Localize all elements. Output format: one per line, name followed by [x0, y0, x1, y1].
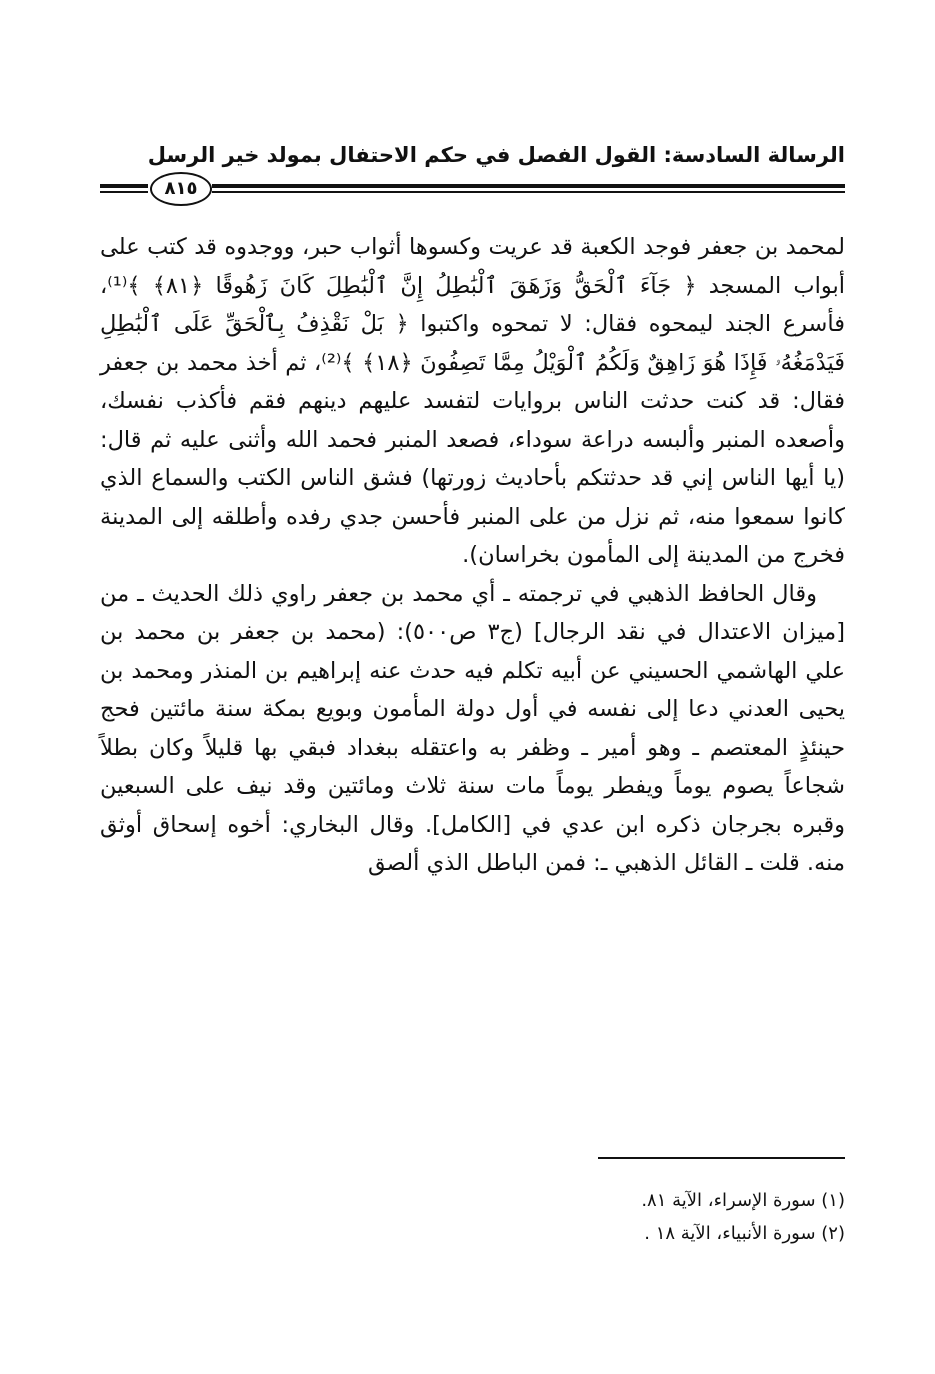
footnote-separator — [598, 1157, 845, 1159]
paragraph-2: وقال الحافظ الذهبي في ترجمته ـ أي محمد بن جعفر راوي ذلك الحديث ـ من [ميزان الاعتدال في نقد الرجال] (ج٣ ص٥٠٠): (محمد بن جعفر بن محمد بن علي الهاشمي الحسيني عن أبيه تكلم فيه حدث عنه إبراهيم بن المنذر ومحمد بن يحيى العدني دعا إلى نفسه في أول دولة المأمون وبويع بمكة سنة مائتين فحج حينئذٍ المعتصم ـ وهو أمير ـ وظفر به واعتقله ببغداد فبقي بها قليلاً وكان بطلاً شجاعاً يصوم يوماً ويفطر يوماً مات سنة ثلاث ومائتين وقد نيف على السبعين وقبره بجرجان ذكره ابن عدي في [الكامل]. وقال البخاري: أخوه إسحاق أوثق منه. قلت ـ القائل الذهبي ـ: فمن الباطل الذي ألصق — [100, 580, 845, 876]
footnote-2: (٢) سورة الأنبياء، الآية ١٨ . — [644, 1223, 845, 1244]
main-text — [100, 228, 845, 883]
header-rule-line — [100, 191, 148, 193]
header-rule-line — [212, 184, 845, 188]
header-rule — [100, 172, 845, 212]
header-rule-line — [212, 191, 845, 193]
header-rule-line — [100, 184, 148, 188]
page-number: ٨١٥ — [150, 172, 212, 206]
footnotes — [300, 1184, 845, 1250]
paragraph-1: لمحمد بن جعفر فوجد الكعبة قد عريت وكسوها أثواب حبر، ووجدوه قد كتب على أبواب المسجد ﴿ جَآءَ ٱلْحَقُّ وَزَهَقَ ٱلْبَٰطِلُ إِنَّ ٱلْبَٰطِلَ كَانَ زَهُوقًا ﴿٨١﴾ ﴾⁽¹⁾، فأسرع الجند ليمحوه فقال: لا تمحوه واكتبوا ﴿ بَلْ نَقْذِفُ بِٱلْحَقِّ عَلَى ٱلْبَٰطِلِ فَيَدْمَغُهُۥ فَإِذَا هُوَ زَاهِقٌ وَلَكُمُ ٱلْوَيْلُ مِمَّا تَصِفُونَ ﴿١٨﴾ ﴾⁽²⁾، ثم أخذ محمد بن جعفر فقال: قد كنت حدثت الناس بروايات لتفسد عليهم دينهم فقم فأكذب نفسك، وأصعده المنبر وألبسه دراعة سوداء، فصعد المنبر فحمد الله وأثنى عليه ثم قال: (يا أيها الناس إني قد حدثتكم بأحاديث زورتها) فشق الناس الكتب والسماع الذي كانوا سمعوا منه، ثم نزل من على المنبر فأحسن جدي رفده وأطلقه إلى المدينة فخرج من المدينة إلى المأمون بخراسان). — [100, 234, 846, 568]
running-header-title: الرسالة السادسة: القول الفصل في حكم الاحتفال بمولد خير الرسل — [147, 143, 845, 167]
footnote-1: (١) سورة الإسراء، الآية ٨١. — [641, 1190, 845, 1211]
